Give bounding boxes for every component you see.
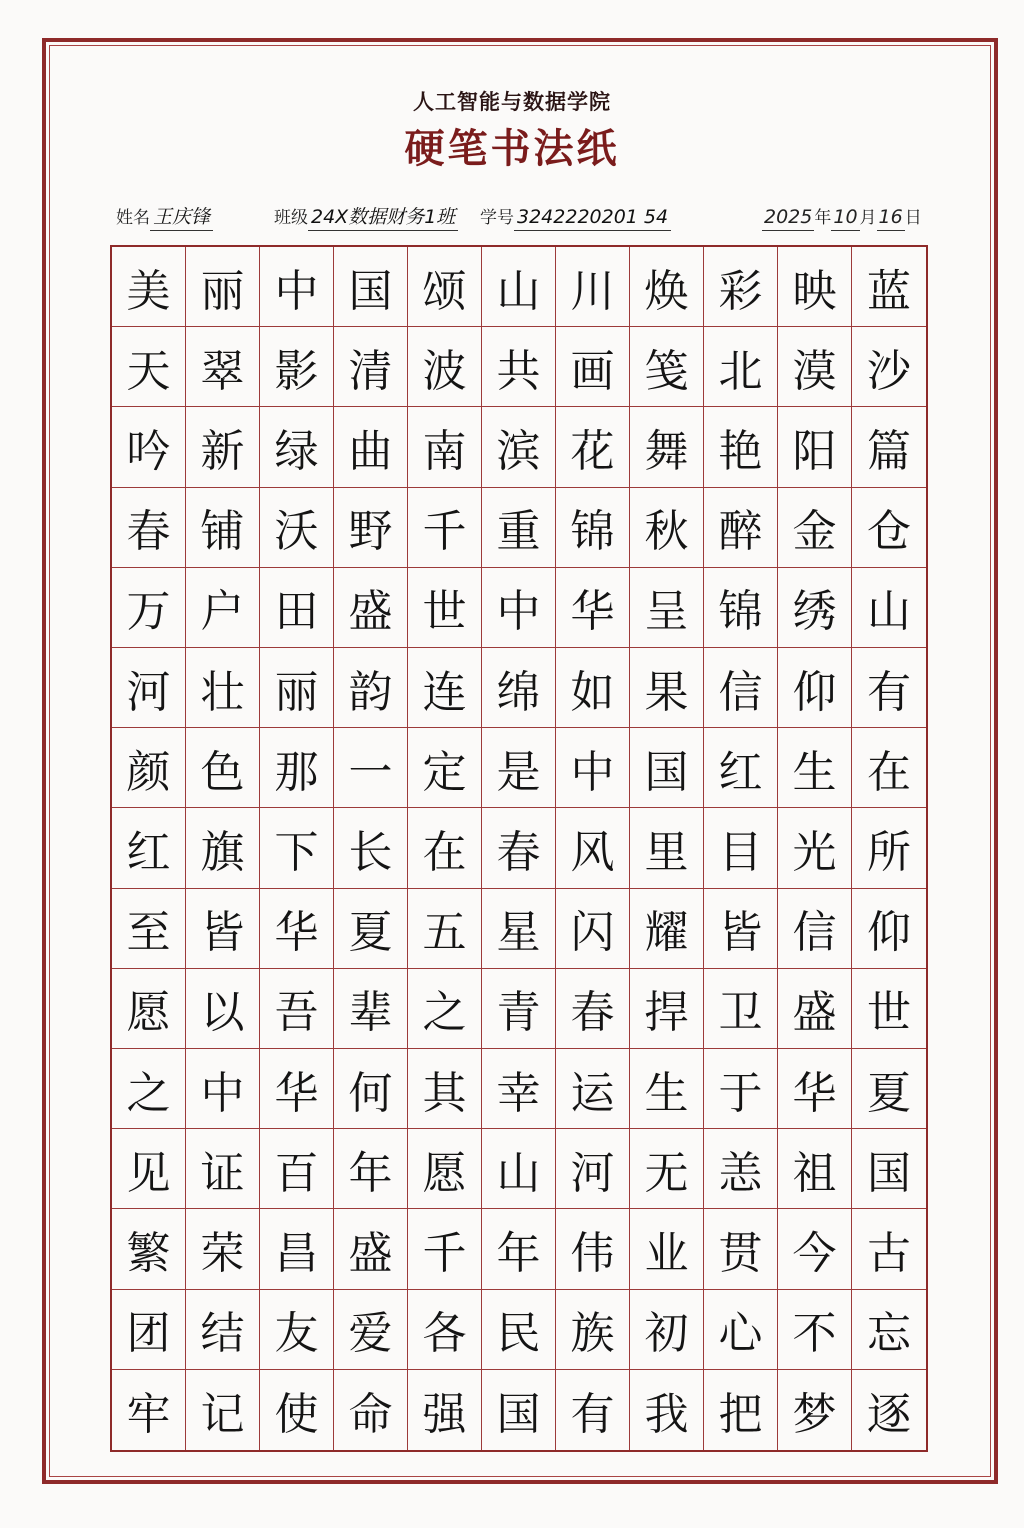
grid-cell: 万 <box>112 568 186 648</box>
grid-cell: 笺 <box>630 327 704 407</box>
grid-cell: 果 <box>630 648 704 728</box>
grid-cell: 国 <box>334 247 408 327</box>
grid-cell: 翠 <box>186 327 260 407</box>
day-label: 日 <box>904 208 922 228</box>
college-name: 人工智能与数据学院 <box>413 89 611 114</box>
grid-cell: 蓝 <box>852 247 926 327</box>
grid-cell: 无 <box>630 1129 704 1209</box>
month-value: 10 <box>831 204 859 231</box>
grid-cell: 舞 <box>630 407 704 487</box>
grid-cell: 天 <box>112 327 186 407</box>
grid-cell: 之 <box>408 969 482 1049</box>
grid-cell: 一 <box>334 728 408 808</box>
grid-cell: 至 <box>112 889 186 969</box>
grid-cell: 各 <box>408 1290 482 1370</box>
grid-cell: 旗 <box>186 808 260 888</box>
grid-cell: 沙 <box>852 327 926 407</box>
class-field <box>274 203 458 237</box>
grid-cell: 夏 <box>334 889 408 969</box>
grid-cell: 愿 <box>112 969 186 1049</box>
grid-cell: 百 <box>260 1129 334 1209</box>
grid-cell: 美 <box>112 247 186 327</box>
grid-cell: 中 <box>260 247 334 327</box>
grid-cell: 命 <box>334 1370 408 1450</box>
grid-cell: 信 <box>704 648 778 728</box>
grid-cell: 年 <box>334 1129 408 1209</box>
date-field <box>762 203 922 237</box>
grid-cell: 夏 <box>852 1049 926 1129</box>
grid-cell: 锦 <box>556 488 630 568</box>
grid-cell: 里 <box>630 808 704 888</box>
grid-cell: 光 <box>778 808 852 888</box>
character-grid <box>112 247 926 1450</box>
grid-cell: 吾 <box>260 969 334 1049</box>
name-label: 姓名 <box>116 208 150 228</box>
grid-cell: 目 <box>704 808 778 888</box>
grid-cell: 沃 <box>260 488 334 568</box>
grid-cell: 五 <box>408 889 482 969</box>
grid-cell: 在 <box>408 808 482 888</box>
grid-cell: 锦 <box>704 568 778 648</box>
grid-cell: 捍 <box>630 969 704 1049</box>
grid-cell: 红 <box>704 728 778 808</box>
grid-cell: 爱 <box>334 1290 408 1370</box>
grid-cell: 皆 <box>186 889 260 969</box>
year-value: 2025 <box>762 204 814 231</box>
grid-cell: 连 <box>408 648 482 728</box>
student-id-field <box>480 203 671 237</box>
grid-cell: 国 <box>482 1370 556 1450</box>
grid-cell: 华 <box>778 1049 852 1129</box>
grid-cell: 民 <box>482 1290 556 1370</box>
grid-cell: 华 <box>260 889 334 969</box>
grid-cell: 族 <box>556 1290 630 1370</box>
grid-cell: 幸 <box>482 1049 556 1129</box>
grid-cell: 中 <box>556 728 630 808</box>
grid-cell: 醉 <box>704 488 778 568</box>
grid-cell: 川 <box>556 247 630 327</box>
name-value: 王庆锋 <box>150 204 213 231</box>
grid-cell: 春 <box>482 808 556 888</box>
grid-cell: 业 <box>630 1209 704 1289</box>
grid-cell: 千 <box>408 488 482 568</box>
grid-cell: 下 <box>260 808 334 888</box>
grid-cell: 忘 <box>852 1290 926 1370</box>
grid-cell: 河 <box>556 1129 630 1209</box>
month-label: 月 <box>859 208 877 228</box>
grid-cell: 友 <box>260 1290 334 1370</box>
grid-cell: 绵 <box>482 648 556 728</box>
grid-cell: 祖 <box>778 1129 852 1209</box>
grid-cell: 闪 <box>556 889 630 969</box>
grid-cell: 千 <box>408 1209 482 1289</box>
grid-cell: 花 <box>556 407 630 487</box>
grid-cell: 记 <box>186 1370 260 1450</box>
grid-cell: 星 <box>482 889 556 969</box>
grid-cell: 世 <box>852 969 926 1049</box>
grid-cell: 中 <box>186 1049 260 1129</box>
year-label: 年 <box>814 208 832 228</box>
grid-cell: 金 <box>778 488 852 568</box>
writing-grid <box>110 245 928 1452</box>
grid-cell: 使 <box>260 1370 334 1450</box>
grid-cell: 颂 <box>408 247 482 327</box>
grid-cell: 青 <box>482 969 556 1049</box>
grid-cell: 世 <box>408 568 482 648</box>
grid-cell: 盛 <box>778 969 852 1049</box>
grid-cell: 牢 <box>112 1370 186 1450</box>
grid-cell: 影 <box>260 327 334 407</box>
grid-cell: 辈 <box>334 969 408 1049</box>
grid-cell: 重 <box>482 488 556 568</box>
grid-cell: 昌 <box>260 1209 334 1289</box>
grid-cell: 呈 <box>630 568 704 648</box>
grid-cell: 有 <box>852 648 926 728</box>
class-label: 班级 <box>274 208 308 228</box>
grid-cell: 生 <box>778 728 852 808</box>
grid-cell: 绿 <box>260 407 334 487</box>
grid-cell: 荣 <box>186 1209 260 1289</box>
grid-cell: 红 <box>112 808 186 888</box>
grid-cell: 春 <box>556 969 630 1049</box>
grid-cell: 丽 <box>260 648 334 728</box>
page-title: 硬笔书法纸 <box>404 125 620 172</box>
grid-cell: 有 <box>556 1370 630 1450</box>
grid-cell: 共 <box>482 327 556 407</box>
grid-cell: 河 <box>112 648 186 728</box>
grid-cell: 映 <box>778 247 852 327</box>
grid-cell: 古 <box>852 1209 926 1289</box>
grid-cell: 初 <box>630 1290 704 1370</box>
grid-cell: 新 <box>186 407 260 487</box>
grid-cell: 盛 <box>334 1209 408 1289</box>
grid-cell: 见 <box>112 1129 186 1209</box>
grid-cell: 繁 <box>112 1209 186 1289</box>
grid-cell: 于 <box>704 1049 778 1129</box>
grid-cell: 以 <box>186 969 260 1049</box>
grid-cell: 梦 <box>778 1370 852 1450</box>
grid-cell: 清 <box>334 327 408 407</box>
class-value: 24X数据财务1班 <box>308 204 458 231</box>
grid-cell: 阳 <box>778 407 852 487</box>
grid-cell: 所 <box>852 808 926 888</box>
grid-cell: 风 <box>556 808 630 888</box>
grid-cell: 彩 <box>704 247 778 327</box>
grid-cell: 国 <box>852 1129 926 1209</box>
id-value: 3242220201 54 <box>514 204 671 231</box>
grid-cell: 篇 <box>852 407 926 487</box>
grid-cell: 华 <box>260 1049 334 1129</box>
grid-cell: 波 <box>408 327 482 407</box>
grid-cell: 田 <box>260 568 334 648</box>
grid-cell: 春 <box>112 488 186 568</box>
grid-cell: 色 <box>186 728 260 808</box>
grid-cell: 贯 <box>704 1209 778 1289</box>
grid-cell: 结 <box>186 1290 260 1370</box>
day-value: 16 <box>877 204 905 231</box>
grid-cell: 漠 <box>778 327 852 407</box>
grid-cell: 曲 <box>334 407 408 487</box>
grid-cell: 艳 <box>704 407 778 487</box>
grid-cell: 年 <box>482 1209 556 1289</box>
grid-cell: 我 <box>630 1370 704 1450</box>
grid-cell: 铺 <box>186 488 260 568</box>
id-label: 学号 <box>480 208 514 228</box>
grid-cell: 山 <box>482 1129 556 1209</box>
grid-cell: 盛 <box>334 568 408 648</box>
grid-cell: 定 <box>408 728 482 808</box>
grid-cell: 愿 <box>408 1129 482 1209</box>
grid-cell: 之 <box>112 1049 186 1129</box>
grid-cell: 团 <box>112 1290 186 1370</box>
grid-cell: 证 <box>186 1129 260 1209</box>
grid-cell: 其 <box>408 1049 482 1129</box>
grid-cell: 南 <box>408 407 482 487</box>
grid-cell: 山 <box>852 568 926 648</box>
name-field <box>116 203 213 237</box>
grid-cell: 仰 <box>778 648 852 728</box>
grid-cell: 秋 <box>630 488 704 568</box>
grid-cell: 强 <box>408 1370 482 1450</box>
grid-cell: 绣 <box>778 568 852 648</box>
grid-cell: 华 <box>556 568 630 648</box>
grid-cell: 野 <box>334 488 408 568</box>
grid-cell: 卫 <box>704 969 778 1049</box>
grid-cell: 生 <box>630 1049 704 1129</box>
grid-cell: 壮 <box>186 648 260 728</box>
grid-cell: 户 <box>186 568 260 648</box>
grid-cell: 皆 <box>704 889 778 969</box>
grid-cell: 不 <box>778 1290 852 1370</box>
grid-cell: 把 <box>704 1370 778 1450</box>
grid-cell: 国 <box>630 728 704 808</box>
grid-cell: 恙 <box>704 1129 778 1209</box>
grid-cell: 逐 <box>867 1388 911 1440</box>
grid-cell: 何 <box>334 1049 408 1129</box>
grid-cell: 在 <box>852 728 926 808</box>
grid-cell: 信 <box>778 889 852 969</box>
grid-cell: 山 <box>482 247 556 327</box>
grid-cell: 滨 <box>482 407 556 487</box>
grid-cell: 颜 <box>112 728 186 808</box>
grid-cell: 今 <box>778 1209 852 1289</box>
grid-cell: 那 <box>260 728 334 808</box>
grid-cell: 耀 <box>630 889 704 969</box>
grid-cell: 伟 <box>556 1209 630 1289</box>
grid-cell: 是 <box>482 728 556 808</box>
grid-cell: 仓 <box>852 488 926 568</box>
grid-cell: 吟 <box>112 407 186 487</box>
grid-cell: 韵 <box>334 648 408 728</box>
grid-cell: 中 <box>482 568 556 648</box>
grid-cell: 如 <box>556 648 630 728</box>
grid-cell: 长 <box>334 808 408 888</box>
grid-cell: 心 <box>704 1290 778 1370</box>
grid-cell: 画 <box>556 327 630 407</box>
grid-cell: 丽 <box>186 247 260 327</box>
grid-cell: 焕 <box>630 247 704 327</box>
grid-cell: 北 <box>704 327 778 407</box>
grid-cell: 运 <box>556 1049 630 1129</box>
grid-cell: 仰 <box>852 889 926 969</box>
